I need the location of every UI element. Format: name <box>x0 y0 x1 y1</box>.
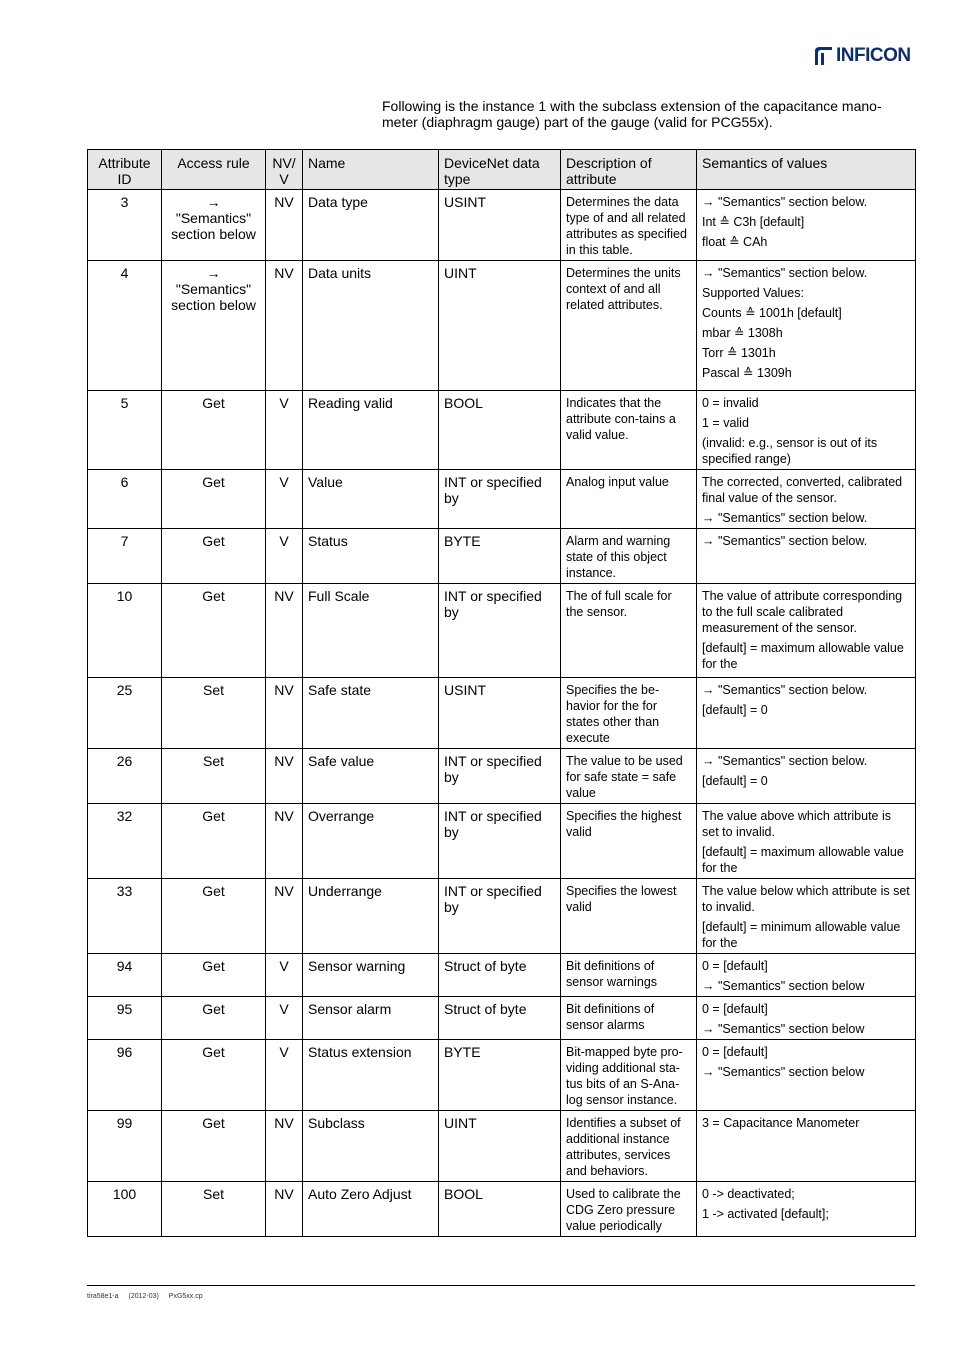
table-row <box>88 749 916 804</box>
table-row <box>88 584 916 678</box>
header-attribute-id: Attribute ID <box>88 150 162 190</box>
table-row <box>88 954 916 997</box>
cell-description: Determines the units context of and all related attributes. <box>561 261 697 391</box>
cell-description: Alarm and warning state of this object instance. <box>561 529 697 584</box>
cell-semantics <box>697 997 916 1040</box>
cell-nv: NV <box>266 1111 303 1182</box>
cell-access-rule: → "Semantics" section below <box>162 190 266 261</box>
header-access-rule: Access rule <box>162 150 266 190</box>
cell-data-type: Struct of byte <box>439 954 561 997</box>
cell-access-rule: Get <box>162 1040 266 1111</box>
table-row <box>88 1040 916 1111</box>
table-row <box>88 804 916 879</box>
attribute-table <box>87 149 916 1237</box>
cell-semantics <box>697 1182 916 1237</box>
cell-nv: NV <box>266 190 303 261</box>
cell-attribute-id: 6 <box>88 470 162 529</box>
semantics-line: Int ≙ C3h [default] <box>702 215 805 229</box>
cell-name: Value <box>303 470 439 529</box>
cell-description: Indicates that the attribute con-tains a valid value. <box>561 391 697 470</box>
cell-nv: NV <box>266 879 303 954</box>
cell-access-rule: Get <box>162 1111 266 1182</box>
semantics-line: 1 = valid <box>702 416 749 430</box>
cell-access-rule: Get <box>162 391 266 470</box>
semantics-line: [default] = 0 <box>702 774 768 788</box>
cell-data-type: UINT <box>439 261 561 391</box>
cell-access-rule: Set <box>162 749 266 804</box>
cell-data-type: USINT <box>439 190 561 261</box>
cell-data-type: Struct of byte <box>439 997 561 1040</box>
cell-attribute-id: 94 <box>88 954 162 997</box>
cell-attribute-id: 3 <box>88 190 162 261</box>
header-data-type: DeviceNet data type <box>439 150 561 190</box>
semantics-line: 0 = [default] <box>702 1045 768 1059</box>
cell-access-rule: Set <box>162 1182 266 1237</box>
cell-attribute-id: 99 <box>88 1111 162 1182</box>
cell-attribute-id: 4 <box>88 261 162 391</box>
semantics-line: [default] = maximum allowable value for the <box>702 845 904 875</box>
inficon-logo-icon <box>812 45 834 67</box>
semantics-line: 3 = Capacitance Manometer <box>702 1116 860 1130</box>
semantics-line: [default] = 0 <box>702 703 768 717</box>
semantics-line: 0 = [default] <box>702 959 768 973</box>
cell-nv: V <box>266 1040 303 1111</box>
footer-rule <box>87 1285 915 1286</box>
cell-semantics <box>697 954 916 997</box>
semantics-line: → "Semantics" section below. <box>702 266 868 280</box>
cell-data-type: BYTE <box>439 1040 561 1111</box>
cell-name: Sensor warning <box>303 954 439 997</box>
cell-description: The value to be used for safe state = safe value <box>561 749 697 804</box>
logo-text: INFICON <box>836 45 911 66</box>
semantics-line: 1 -> activated [default]; <box>702 1207 829 1221</box>
cell-nv: NV <box>266 261 303 391</box>
cell-access-rule: Get <box>162 470 266 529</box>
table-row <box>88 678 916 749</box>
cell-name: Subclass <box>303 1111 439 1182</box>
cell-data-type: BOOL <box>439 1182 561 1237</box>
semantics-line: Counts ≙ 1001h [default] <box>702 306 842 320</box>
cell-nv: NV <box>266 749 303 804</box>
table-row <box>88 1182 916 1237</box>
cell-semantics <box>697 749 916 804</box>
semantics-line: 0 = invalid <box>702 396 759 410</box>
semantics-line: → "Semantics" section below. <box>702 683 868 697</box>
cell-attribute-id: 33 <box>88 879 162 954</box>
cell-description: Bit definitions of sensor alarms <box>561 997 697 1040</box>
table-row <box>88 1111 916 1182</box>
cell-description: Specifies the be-havior for the for states other than execute <box>561 678 697 749</box>
semantics-line: Torr ≙ 1301h <box>702 346 776 360</box>
cell-attribute-id: 95 <box>88 997 162 1040</box>
cell-semantics <box>697 678 916 749</box>
table-row <box>88 529 916 584</box>
cell-description: Identifies a subset of additional instance attributes, services and behaviors. <box>561 1111 697 1182</box>
cell-name: Reading valid <box>303 391 439 470</box>
semantics-line: → "Semantics" section below <box>702 979 865 993</box>
cell-name: Underrange <box>303 879 439 954</box>
header-name: Name <box>303 150 439 190</box>
cell-access-rule: → "Semantics" section below <box>162 261 266 391</box>
cell-description: The of full scale for the sensor. <box>561 584 697 678</box>
footer-file: PxG5xx.cp <box>168 1293 203 1300</box>
cell-attribute-id: 25 <box>88 678 162 749</box>
cell-attribute-id: 96 <box>88 1040 162 1111</box>
cell-semantics <box>697 190 916 261</box>
cell-semantics <box>697 529 916 584</box>
cell-attribute-id: 10 <box>88 584 162 678</box>
cell-nv: V <box>266 470 303 529</box>
cell-name: Data type <box>303 190 439 261</box>
cell-semantics <box>697 584 916 678</box>
cell-data-type: INT or specified by <box>439 804 561 879</box>
semantics-line: → "Semantics" section below. <box>702 195 868 209</box>
semantics-line: [default] = minimum allowable value for the <box>702 920 901 950</box>
cell-data-type: BYTE <box>439 529 561 584</box>
table-row <box>88 997 916 1040</box>
cell-description: Analog input value <box>561 470 697 529</box>
cell-semantics <box>697 804 916 879</box>
semantics-line: → "Semantics" section below <box>702 1022 865 1036</box>
cell-description: Used to calibrate the CDG Zero pressure value periodically <box>561 1182 697 1237</box>
cell-nv: NV <box>266 584 303 678</box>
cell-description: Bit-mapped byte pro-viding additional sta-tus bits of an S-Ana-log sensor instance. <box>561 1040 697 1111</box>
cell-data-type: INT or specified by <box>439 749 561 804</box>
cell-nv: V <box>266 529 303 584</box>
cell-semantics <box>697 391 916 470</box>
table-row <box>88 190 916 261</box>
cell-attribute-id: 7 <box>88 529 162 584</box>
cell-semantics <box>697 470 916 529</box>
header-description: Description of attribute <box>561 150 697 190</box>
cell-data-type: BOOL <box>439 391 561 470</box>
table-row <box>88 470 916 529</box>
semantics-line: mbar ≙ 1308h <box>702 326 783 340</box>
header-nv: NV/ V <box>266 150 303 190</box>
cell-access-rule: Get <box>162 529 266 584</box>
cell-name: Overrange <box>303 804 439 879</box>
footer-doc-id: tira58e1-a <box>87 1293 119 1300</box>
cell-semantics <box>697 879 916 954</box>
semantics-line: The value above which attribute is set to invalid. <box>702 809 891 839</box>
cell-name: Data units <box>303 261 439 391</box>
semantics-line: float ≙ CAh <box>702 235 768 249</box>
cell-nv: V <box>266 391 303 470</box>
semantics-line: The value below which attribute is set to invalid. <box>702 884 910 914</box>
cell-nv: NV <box>266 804 303 879</box>
semantics-line: 0 -> deactivated; <box>702 1187 795 1201</box>
cell-data-type: INT or specified by <box>439 470 561 529</box>
cell-data-type: INT or specified by <box>439 584 561 678</box>
intro-paragraph: Following is the instance 1 with the subclass extension of the capacitance mano-meter (diaphragm gauge) part of the gauge (valid for PCG55x). <box>382 98 882 130</box>
semantics-line: 0 = [default] <box>702 1002 768 1016</box>
cell-nv: V <box>266 954 303 997</box>
cell-access-rule: Get <box>162 954 266 997</box>
cell-nv: V <box>266 997 303 1040</box>
cell-description: Bit definitions of sensor warnings <box>561 954 697 997</box>
cell-access-rule: Set <box>162 678 266 749</box>
cell-access-rule: Get <box>162 879 266 954</box>
cell-semantics <box>697 1040 916 1111</box>
header-semantics: Semantics of values <box>697 150 916 190</box>
cell-attribute-id: 100 <box>88 1182 162 1237</box>
cell-name: Status extension <box>303 1040 439 1111</box>
cell-name: Sensor alarm <box>303 997 439 1040</box>
cell-data-type: USINT <box>439 678 561 749</box>
cell-name: Full Scale <box>303 584 439 678</box>
cell-access-rule: Get <box>162 997 266 1040</box>
cell-name: Status <box>303 529 439 584</box>
table-row <box>88 391 916 470</box>
cell-nv: NV <box>266 678 303 749</box>
cell-description: Determines the data type of and all related attributes as specified in this table. <box>561 190 697 261</box>
cell-access-rule: Get <box>162 584 266 678</box>
cell-data-type: INT or specified by <box>439 879 561 954</box>
semantics-line: The corrected, converted, calibrated final value of the sensor. <box>702 475 903 505</box>
footer-date: (2012-03) <box>128 1293 159 1300</box>
semantics-line: Supported Values: <box>702 286 804 300</box>
cell-attribute-id: 32 <box>88 804 162 879</box>
cell-name: Auto Zero Adjust <box>303 1182 439 1237</box>
cell-name: Safe value <box>303 749 439 804</box>
semantics-line: → "Semantics" section below. <box>702 511 868 525</box>
semantics-line: → "Semantics" section below <box>702 1065 865 1079</box>
cell-semantics <box>697 261 916 391</box>
table-header-row <box>88 150 916 190</box>
cell-data-type: UINT <box>439 1111 561 1182</box>
cell-attribute-id: 5 <box>88 391 162 470</box>
cell-description: Specifies the highest valid <box>561 804 697 879</box>
cell-semantics <box>697 1111 916 1182</box>
cell-attribute-id: 26 <box>88 749 162 804</box>
semantics-line: [default] = maximum allowable value for the <box>702 641 904 671</box>
semantics-line: → "Semantics" section below. <box>702 754 868 768</box>
semantics-line: (invalid: e.g., sensor is out of its specified range) <box>702 436 878 466</box>
inficon-logo <box>812 43 911 69</box>
semantics-line: The value of attribute corresponding to the full scale calibrated measurement of the sensor. <box>702 589 903 635</box>
cell-name: Safe state <box>303 678 439 749</box>
table-row <box>88 879 916 954</box>
footer <box>87 1293 211 1300</box>
cell-nv: NV <box>266 1182 303 1237</box>
cell-access-rule: Get <box>162 804 266 879</box>
semantics-line: → "Semantics" section below. <box>702 534 868 548</box>
table-row <box>88 261 916 391</box>
semantics-line: Pascal ≙ 1309h <box>702 366 792 380</box>
cell-description: Specifies the lowest valid <box>561 879 697 954</box>
